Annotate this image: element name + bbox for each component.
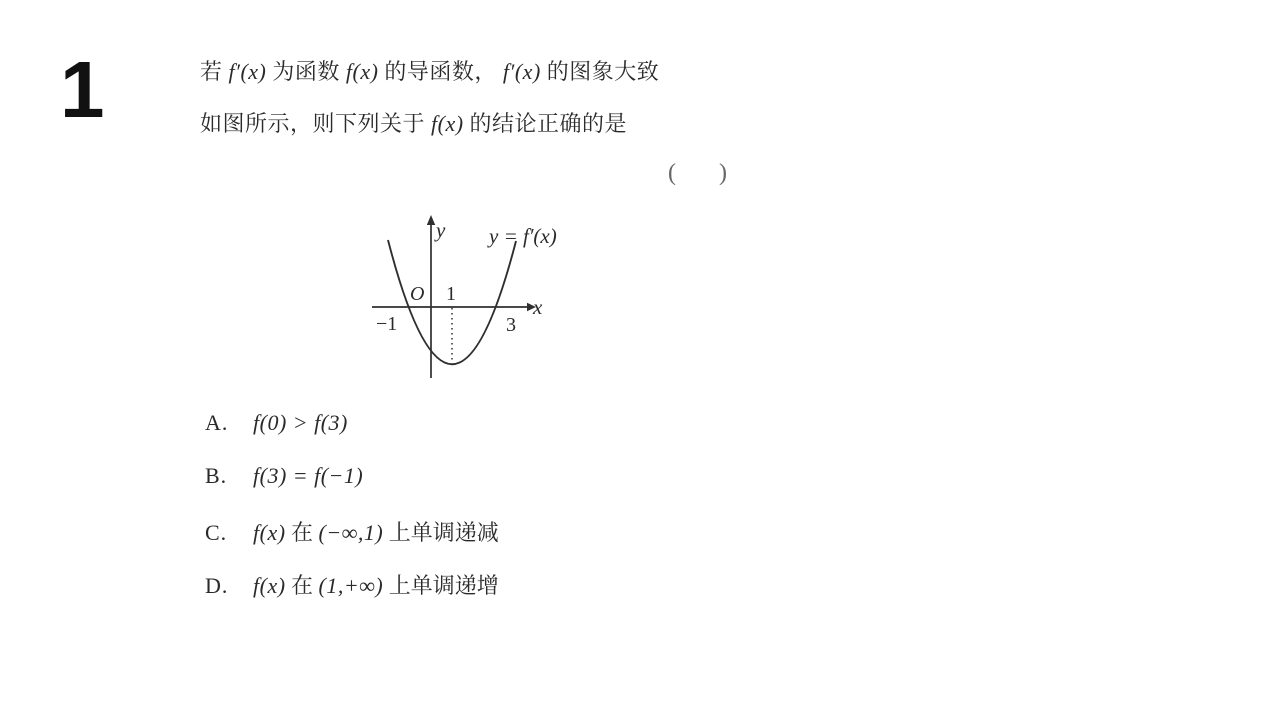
options-list xyxy=(205,410,499,622)
math-text: (1,+∞) xyxy=(318,573,384,598)
question-number: 1 xyxy=(60,45,105,134)
cjk-text: 如图所示，则下列关于 xyxy=(200,111,432,136)
derivative-graph xyxy=(370,210,600,392)
stem-line-1 xyxy=(200,46,800,98)
option-b-label: B. xyxy=(205,463,228,488)
math-text: (−∞,1) xyxy=(318,520,384,545)
answer-blank-open: ( xyxy=(668,160,677,186)
math-text: f(x) xyxy=(431,111,464,136)
cjk-text: 的结论正确的是 xyxy=(463,111,628,136)
math-text: f(0) > f(3) xyxy=(253,410,348,435)
option-c-label: C. xyxy=(205,520,228,545)
tick-label-3: 3 xyxy=(506,314,516,336)
question-stem xyxy=(200,46,800,150)
tick-label-minus-1: −1 xyxy=(376,313,398,335)
cjk-text: 上单调递减 xyxy=(383,520,499,545)
answer-blank-close: ) xyxy=(719,160,728,186)
cjk-text: 在 xyxy=(285,520,319,545)
answer-blank xyxy=(668,160,728,187)
stem-line-2 xyxy=(200,98,800,150)
math-text: f′(x) xyxy=(502,59,541,84)
option-c-body xyxy=(253,520,499,545)
math-text: f(x) xyxy=(345,59,379,84)
option-d-label: D. xyxy=(205,573,229,598)
y-axis-arrow-icon xyxy=(427,215,435,225)
cjk-text: 在 xyxy=(285,573,319,598)
cjk-text: 为函数 xyxy=(266,59,346,84)
cjk-text: 若 xyxy=(200,59,229,84)
option-d xyxy=(205,569,499,599)
option-a-body xyxy=(253,410,348,435)
cjk-text: 上单调递增 xyxy=(383,573,499,598)
cjk-text: 的图象大致 xyxy=(540,59,660,84)
option-c xyxy=(205,516,499,546)
option-a xyxy=(205,410,499,440)
origin-label: O xyxy=(410,283,425,305)
x-axis-label: x xyxy=(533,295,543,319)
y-axis-label: y xyxy=(436,218,446,242)
math-text: f′(x) xyxy=(228,59,267,84)
math-text: f(x) xyxy=(253,520,286,545)
option-b xyxy=(205,463,499,493)
option-d-body xyxy=(253,573,499,598)
curve-label: y = f′(x) xyxy=(489,224,557,248)
cjk-text: 的导函数， xyxy=(378,59,503,84)
math-text: f(3) = f(−1) xyxy=(253,463,364,488)
tick-label-1: 1 xyxy=(446,283,456,305)
math-text: f(x) xyxy=(253,573,286,598)
option-b-body xyxy=(253,463,363,488)
option-a-label: A. xyxy=(205,410,229,435)
